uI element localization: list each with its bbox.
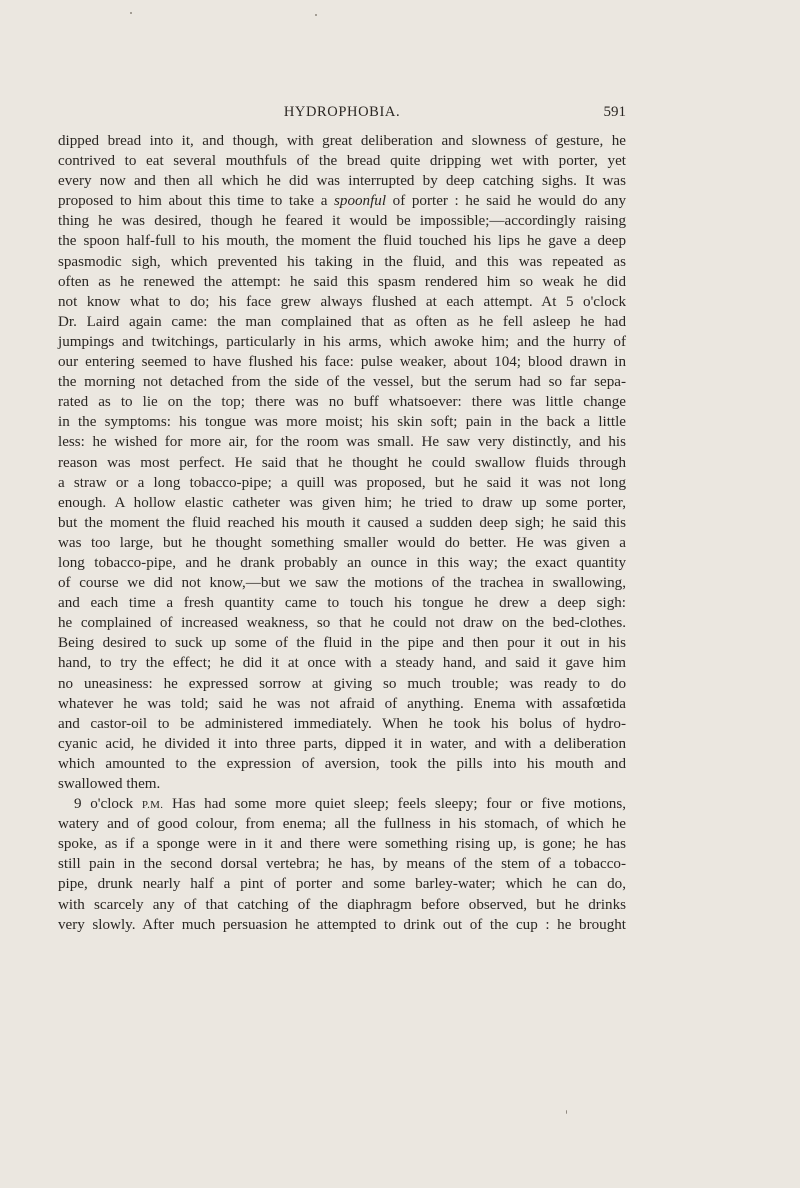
- text-line: less: he wished for more air, for the room was small. He saw very distinctly, and his: [58, 434, 626, 451]
- text-line: jumpings and twitchings, particularly in his arms, which awoke him; and the hurry of: [58, 333, 626, 350]
- text-line: watery and of good colour, from enema; all the fullness in his stomach, of which he: [58, 816, 626, 833]
- text-line: our entering seemed to have flushed his face: pulse weaker, about 104; blood drawn in: [58, 354, 626, 371]
- text-line: cyanic acid, he divided it into three parts, dipped it in water, and with a deliberation: [58, 735, 626, 752]
- text-line: spoke, as if a sponge were in it and there were something rising up, is gone; he has: [58, 836, 626, 853]
- text-line: often as he renewed the attempt: he said this spasm rendered him so weak he did: [58, 273, 626, 290]
- text-line: Being desired to suck up some of the fluid in the pipe and then pour it out in his: [58, 635, 626, 652]
- text-line: he complained of increased weakness, so that he could not draw on the bed-clothes.: [58, 615, 626, 632]
- text-line: spasmodic sigh, which prevented his taking in the fluid, and this was repeated as: [58, 253, 626, 270]
- text-line: every now and then all which he did was interrupted by deep catching sighs. It was: [58, 173, 626, 190]
- text-line: long tobacco-pipe, and he drank probably an ounce in this way; the exact quantity: [58, 554, 626, 571]
- text-line: rated as to lie on the top; there was no buff whatsoever: there was little change: [58, 394, 626, 411]
- page-number: 591: [603, 104, 626, 120]
- small-caps-abbrev: P.M.: [141, 799, 164, 812]
- paper-speck: [315, 14, 317, 16]
- paper-speck: [566, 1110, 567, 1114]
- text-line: thing he was desired, though he feared it would be impossible;—accordingly raising: [58, 213, 626, 230]
- text-line: in the symptoms: his tongue was more moist; his skin soft; pain in the back a little: [58, 414, 626, 431]
- text-fragment: 9 o'clock: [74, 796, 142, 813]
- text-line: Dr. Laird again came: the man complained that as often as he fell asleep he had: [58, 313, 626, 330]
- text-line: the spoon half-full to his mouth, the moment the fluid touched his lips he gave a deep: [58, 233, 626, 250]
- text-line: of course we did not know,—but we saw the motions of the trachea in swallowing,: [58, 575, 626, 592]
- text-line: hand, to try the effect; he did it at once with a steady hand, and said it gave him: [58, 655, 626, 672]
- text-line: but the moment the fluid reached his mouth it caused a sudden deep sigh; he said this: [58, 514, 626, 531]
- text-line: a straw or a long tobacco-pipe; a quill was proposed, but he said it was not long: [58, 474, 626, 491]
- running-head: HYDROPHOBIA.: [283, 104, 401, 120]
- text-line: enough. A hollow elastic catheter was given him; he tried to draw up some porter,: [58, 494, 626, 511]
- text-line: and castor-oil to be administered immediately. When he took his bolus of hydro-: [58, 715, 626, 732]
- text-line: and each time a fresh quantity came to touch his tongue he drew a deep sigh:: [58, 595, 626, 612]
- text-line: with scarcely any of that catching of the diaphragm before observed, but he drinks: [58, 896, 626, 913]
- text-line: contrived to eat several mouthfuls of the bread quite dripping wet with porter, yet: [58, 153, 626, 170]
- text-line: no uneasiness: he expressed sorrow at giving so much trouble; was ready to do: [58, 675, 626, 692]
- text-line: reason was most perfect. He said that he thought he could swallow fluids through: [58, 454, 626, 471]
- text-line: still pain in the second dorsal vertebra; he has, by means of the stem of a tobacco-: [58, 856, 626, 873]
- text-fragment: Has had some more quiet sleep; feels sleepy; four or five motions,: [163, 796, 626, 813]
- text-fragment: proposed to him about this time to take a: [58, 193, 335, 210]
- text-line: very slowly. After much persuasion he attempted to drink out of the cup : he brought: [58, 916, 626, 933]
- page-header: [58, 104, 626, 124]
- text-line: was too large, but he thought something smaller would do better. He was given a: [58, 534, 626, 551]
- text-line: the morning not detached from the side of the vessel, but the serum had so far sepa-: [58, 374, 626, 391]
- text-line: [58, 191, 626, 211]
- text-line: [58, 794, 626, 814]
- text-fragment: of porter : he said he would do any: [386, 193, 626, 210]
- body-text: [58, 131, 626, 935]
- text-line: whatever he was told; said he was not afraid of anything. Enema with assafœtida: [58, 695, 626, 712]
- text-line: swallowed them.: [58, 776, 161, 792]
- text-line: pipe, drunk nearly half a pint of porter and some barley-water; which he can do,: [58, 876, 626, 893]
- italic-word: spoonful: [334, 193, 387, 210]
- text-line: not know what to do; his face grew always flushed at each attempt. At 5 o'clock: [58, 293, 626, 310]
- text-line: which amounted to the expression of aversion, took the pills into his mouth and: [58, 755, 626, 772]
- paper-speck: [130, 12, 132, 14]
- text-line: dipped bread into it, and though, with great deliberation and slowness of gesture, he: [58, 133, 626, 149]
